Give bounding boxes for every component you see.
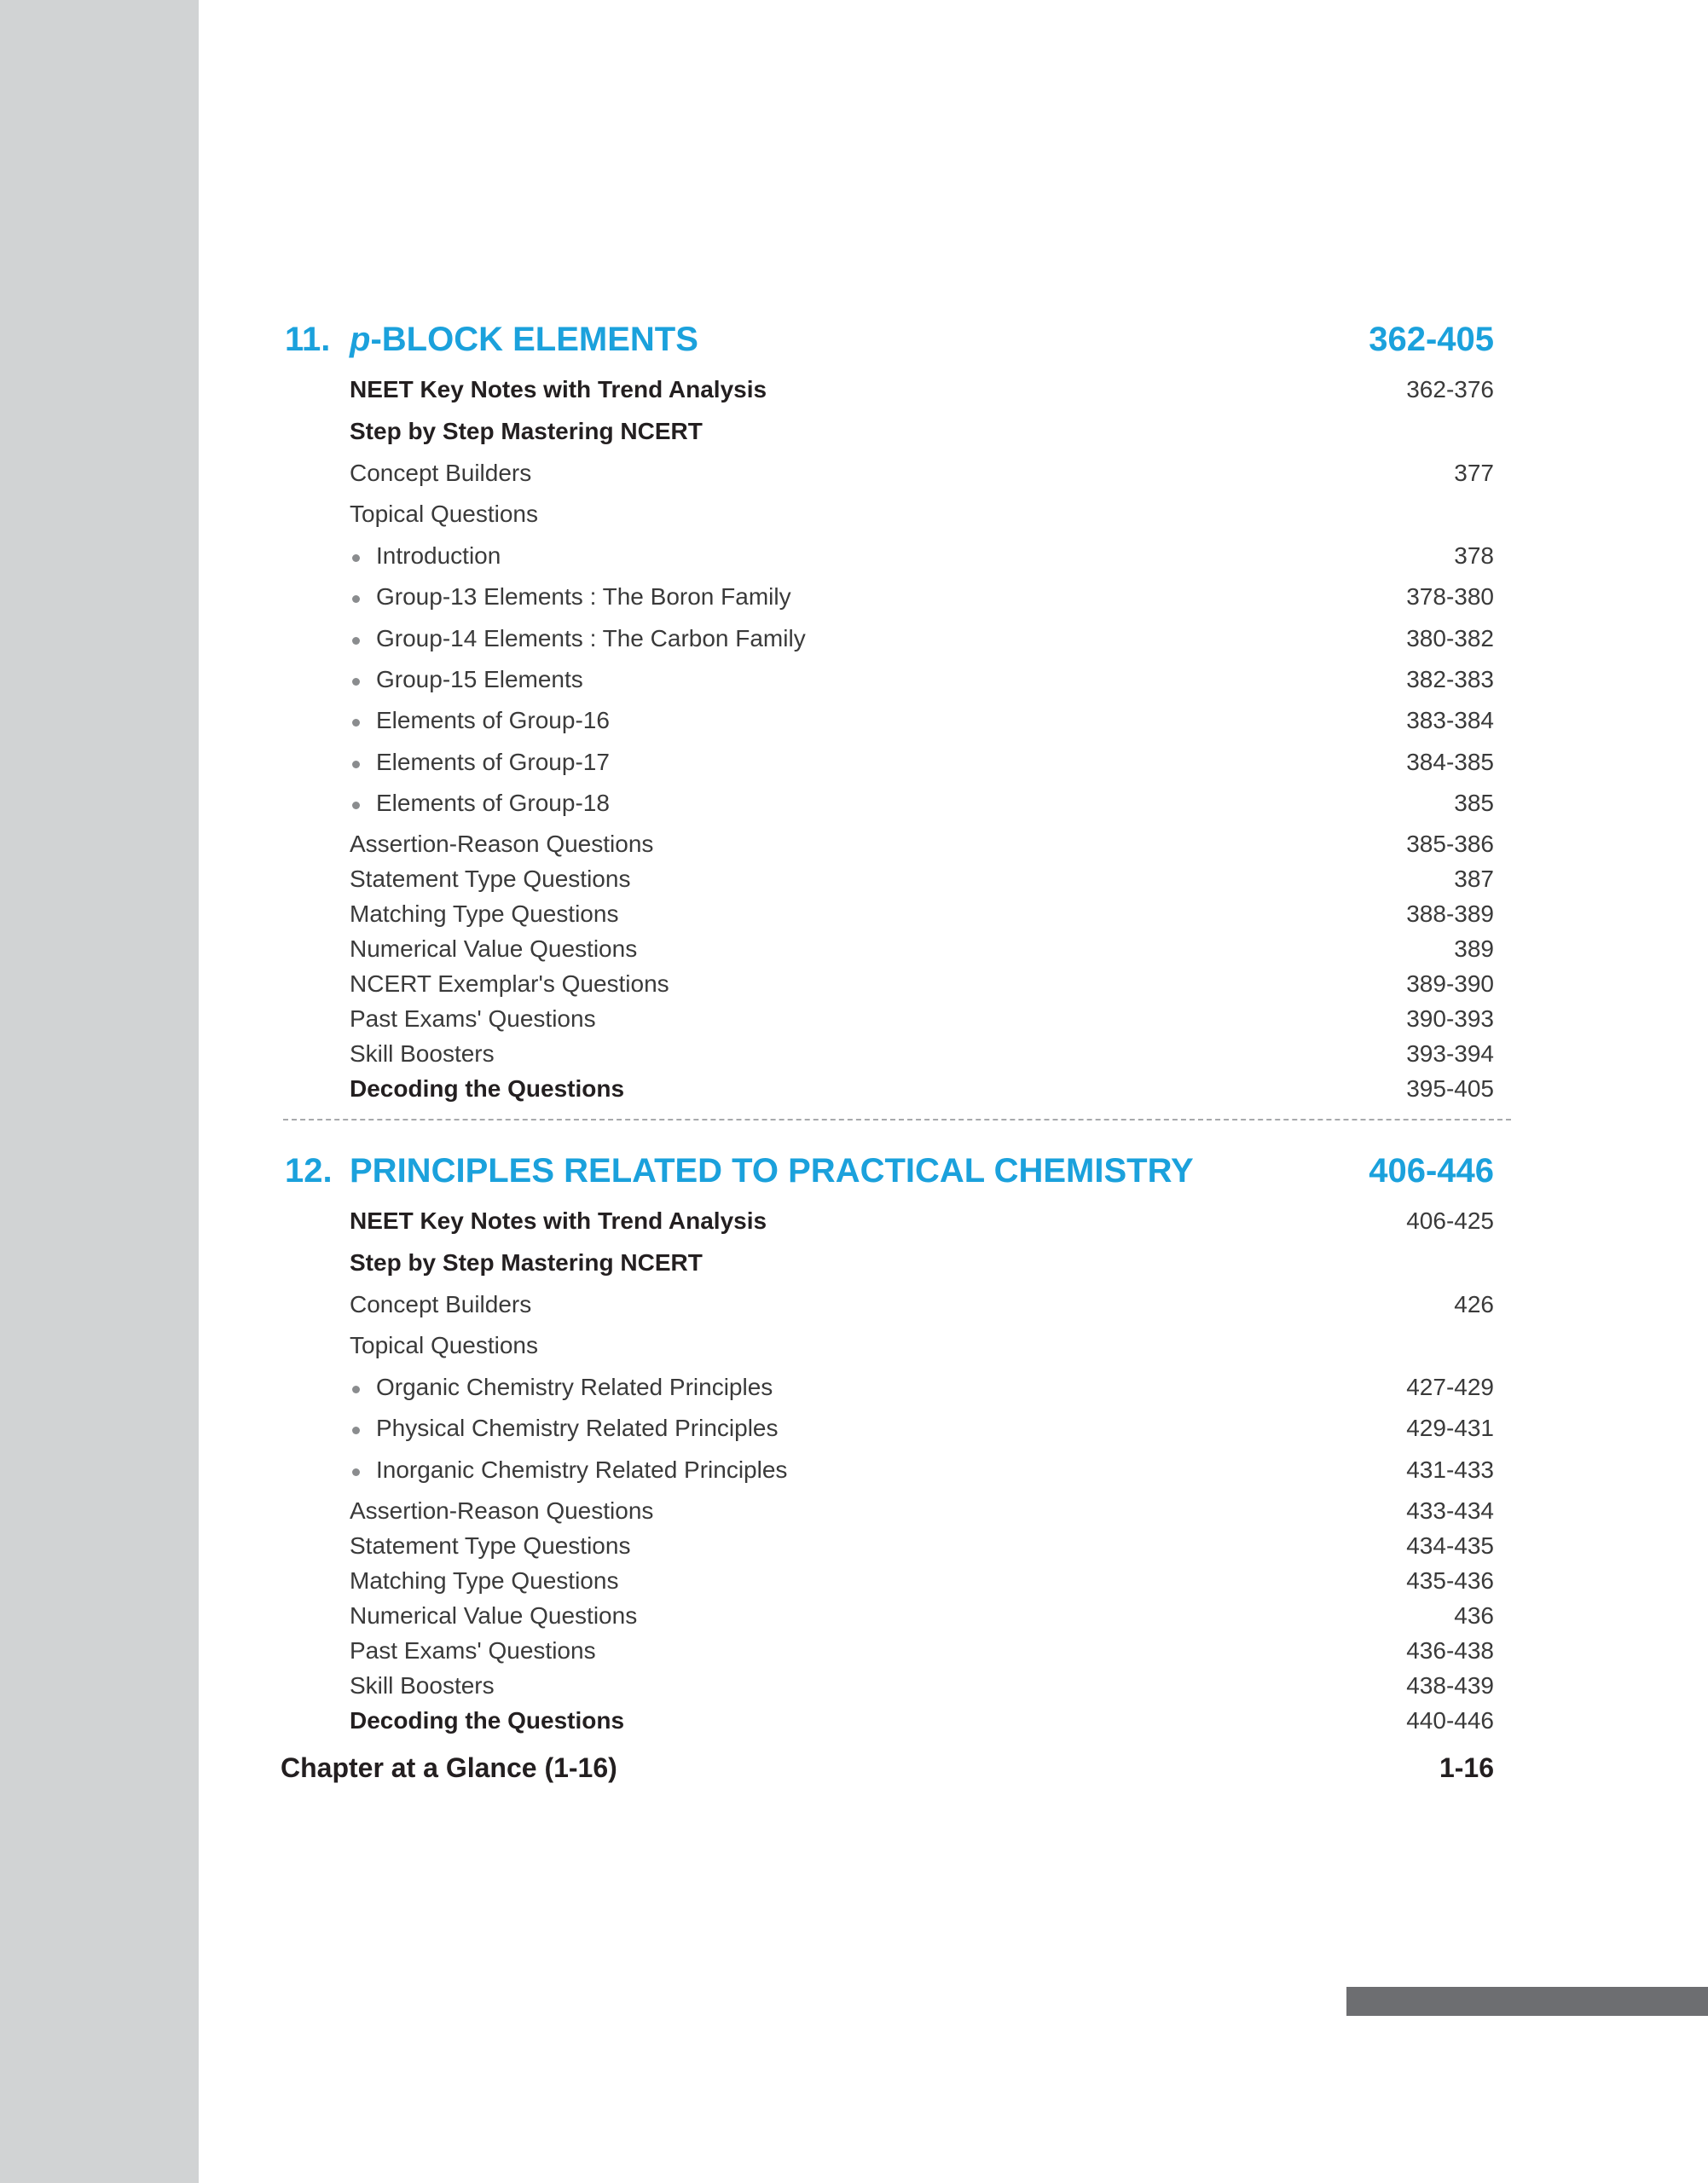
chapter-pages: 362-405: [1369, 321, 1494, 358]
toc-entry-pages: 429-431: [1406, 1415, 1494, 1441]
toc-entry-label: Concept Builders: [350, 460, 532, 486]
toc-entry[interactable]: [350, 1602, 1494, 1633]
toc-entry[interactable]: [350, 1249, 1494, 1280]
bullet-icon: [352, 1427, 360, 1434]
toc-entry-pages: 389: [1454, 935, 1494, 962]
toc-subentry[interactable]: [350, 749, 1494, 779]
chapter-title-rest: -BLOCK ELEMENTS: [370, 321, 698, 358]
toc-entry[interactable]: [350, 1567, 1494, 1598]
toc-entry-label: Decoding the Questions: [350, 1075, 625, 1102]
toc-entry-label: Statement Type Questions: [350, 1532, 631, 1559]
toc-entry[interactable]: [350, 935, 1494, 966]
toc-entry-pages: 385-386: [1406, 831, 1494, 857]
chapter-number: 12.: [285, 1152, 333, 1190]
bullet-icon: [352, 761, 360, 768]
toc-entry[interactable]: [350, 1497, 1494, 1528]
toc-entry-label: Assertion-Reason Questions: [350, 831, 654, 857]
toc-entry[interactable]: [350, 460, 1494, 490]
toc-entry-label: Step by Step Mastering NCERT: [350, 418, 703, 444]
toc-entry-pages: 426: [1454, 1291, 1494, 1317]
toc-entry-label: Matching Type Questions: [350, 1567, 619, 1594]
toc-entry-label: Skill Boosters: [350, 1040, 495, 1067]
glance-pages: 1-16: [1439, 1752, 1494, 1783]
toc-entry-pages: 387: [1454, 866, 1494, 892]
chapter-11-heading: [285, 321, 1494, 365]
toc-entry-label: Matching Type Questions: [350, 900, 619, 927]
toc-entry[interactable]: [350, 1291, 1494, 1322]
toc-entry[interactable]: [350, 376, 1494, 407]
toc-entry[interactable]: [350, 1332, 1494, 1363]
toc-entry-pages: 388-389: [1406, 900, 1494, 927]
toc-subentry[interactable]: [350, 625, 1494, 656]
chapter-number: 11.: [285, 321, 331, 358]
bullet-icon: [352, 1468, 360, 1476]
toc-entry-pages: 436-438: [1406, 1637, 1494, 1664]
toc-subentry[interactable]: [350, 1415, 1494, 1445]
toc-entry[interactable]: [350, 831, 1494, 861]
toc-entry-label: Group-15 Elements: [376, 666, 583, 692]
toc-subentry[interactable]: [350, 1456, 1494, 1487]
bullet-icon: [352, 802, 360, 809]
toc-entry-pages: 434-435: [1406, 1532, 1494, 1559]
toc-entry-label: Past Exams' Questions: [350, 1005, 596, 1032]
page-edge-tab: [1346, 1987, 1708, 2016]
toc-entry-pages: 385: [1454, 790, 1494, 816]
toc-entry-label: Decoding the Questions: [350, 1707, 625, 1734]
chapter-title-italic-prefix: p: [350, 321, 371, 358]
chapter-title: [350, 321, 698, 359]
toc-subentry[interactable]: [350, 542, 1494, 573]
toc-entry[interactable]: [350, 1040, 1494, 1071]
toc-subentry[interactable]: [350, 666, 1494, 697]
toc-entry-label: Organic Chemistry Related Principles: [376, 1374, 773, 1400]
toc-entry-pages: 435-436: [1406, 1567, 1494, 1594]
toc-entry-label: Group-13 Elements : The Boron Family: [376, 583, 791, 610]
toc-entry[interactable]: [350, 900, 1494, 931]
bullet-icon: [352, 637, 360, 645]
bullet-icon: [352, 554, 360, 562]
toc-entry-pages: 378: [1454, 542, 1494, 569]
toc-entry[interactable]: [350, 501, 1494, 531]
toc-entry-label: Inorganic Chemistry Related Principles: [376, 1456, 788, 1483]
toc-entry[interactable]: [350, 418, 1494, 449]
toc-entry[interactable]: [350, 1207, 1494, 1238]
toc-entry-label: Statement Type Questions: [350, 866, 631, 892]
bullet-icon: [352, 1386, 360, 1393]
toc-entry[interactable]: [350, 1532, 1494, 1563]
toc-entry[interactable]: [350, 866, 1494, 896]
toc-entry[interactable]: [350, 1075, 1494, 1106]
left-margin-strip: [0, 0, 199, 2183]
toc-entry[interactable]: [350, 970, 1494, 1001]
toc-entry-pages: 436: [1454, 1602, 1494, 1629]
toc-entry-label: Physical Chemistry Related Principles: [376, 1415, 779, 1441]
toc-entry-label: Elements of Group-16: [376, 707, 610, 733]
bullet-icon: [352, 719, 360, 727]
toc-entry-label: Past Exams' Questions: [350, 1637, 596, 1664]
toc-entry-pages: 433-434: [1406, 1497, 1494, 1524]
toc-entry-pages: 377: [1454, 460, 1494, 486]
toc-entry-label: Numerical Value Questions: [350, 1602, 638, 1629]
toc-entry-pages: 438-439: [1406, 1672, 1494, 1699]
chapter-title: PRINCIPLES RELATED TO PRACTICAL CHEMISTRY: [350, 1152, 1194, 1190]
toc-entry-label: Topical Questions: [350, 1332, 539, 1358]
toc-entry-pages: 393-394: [1406, 1040, 1494, 1067]
toc-subentry[interactable]: [350, 583, 1494, 614]
toc-entry-pages: 390-393: [1406, 1005, 1494, 1032]
toc-entry-label: Group-14 Elements : The Carbon Family: [376, 625, 806, 651]
toc-entry-label: Step by Step Mastering NCERT: [350, 1249, 703, 1276]
toc-entry-pages: 362-376: [1406, 376, 1494, 402]
toc-entry-label: NEET Key Notes with Trend Analysis: [350, 1207, 767, 1234]
chapter-at-a-glance-entry[interactable]: [281, 1752, 1494, 1786]
toc-entry-label: NCERT Exemplar's Questions: [350, 970, 669, 997]
toc-entry-pages: 384-385: [1406, 749, 1494, 775]
bullet-icon: [352, 678, 360, 686]
chapter-pages: 406-446: [1369, 1152, 1494, 1190]
toc-entry-pages: 383-384: [1406, 707, 1494, 733]
toc-entry[interactable]: [350, 1005, 1494, 1036]
toc-entry-label: Topical Questions: [350, 501, 539, 527]
toc-entry-label: Elements of Group-17: [376, 749, 610, 775]
toc-entry-label: Concept Builders: [350, 1291, 532, 1317]
toc-entry-label: Introduction: [376, 542, 501, 569]
toc-entry-pages: 431-433: [1406, 1456, 1494, 1483]
toc-entry-pages: 427-429: [1406, 1374, 1494, 1400]
toc-entry-label: Assertion-Reason Questions: [350, 1497, 654, 1524]
toc-entry-pages: 440-446: [1406, 1707, 1494, 1734]
glance-label: Chapter at a Glance (1-16): [281, 1752, 617, 1783]
toc-subentry[interactable]: [350, 1374, 1494, 1404]
toc-entry[interactable]: [350, 1637, 1494, 1668]
toc-entry-label: Elements of Group-18: [376, 790, 610, 816]
toc-subentry[interactable]: [350, 707, 1494, 738]
toc-entry-label: NEET Key Notes with Trend Analysis: [350, 376, 767, 402]
bullet-icon: [352, 595, 360, 603]
toc-entry-pages: 395-405: [1406, 1075, 1494, 1102]
toc-subentry[interactable]: [350, 790, 1494, 820]
toc-entry-label: Numerical Value Questions: [350, 935, 638, 962]
chapter-divider: [283, 1119, 1511, 1120]
toc-entry-pages: 378-380: [1406, 583, 1494, 610]
toc-entry[interactable]: [350, 1672, 1494, 1703]
toc-entry-pages: 382-383: [1406, 666, 1494, 692]
toc-entry-pages: 380-382: [1406, 625, 1494, 651]
toc-entry-pages: 389-390: [1406, 970, 1494, 997]
toc-entry-label: Skill Boosters: [350, 1672, 495, 1699]
toc-entry-pages: 406-425: [1406, 1207, 1494, 1234]
toc-entry[interactable]: [350, 1707, 1494, 1738]
chapter-12-heading: [285, 1152, 1494, 1196]
